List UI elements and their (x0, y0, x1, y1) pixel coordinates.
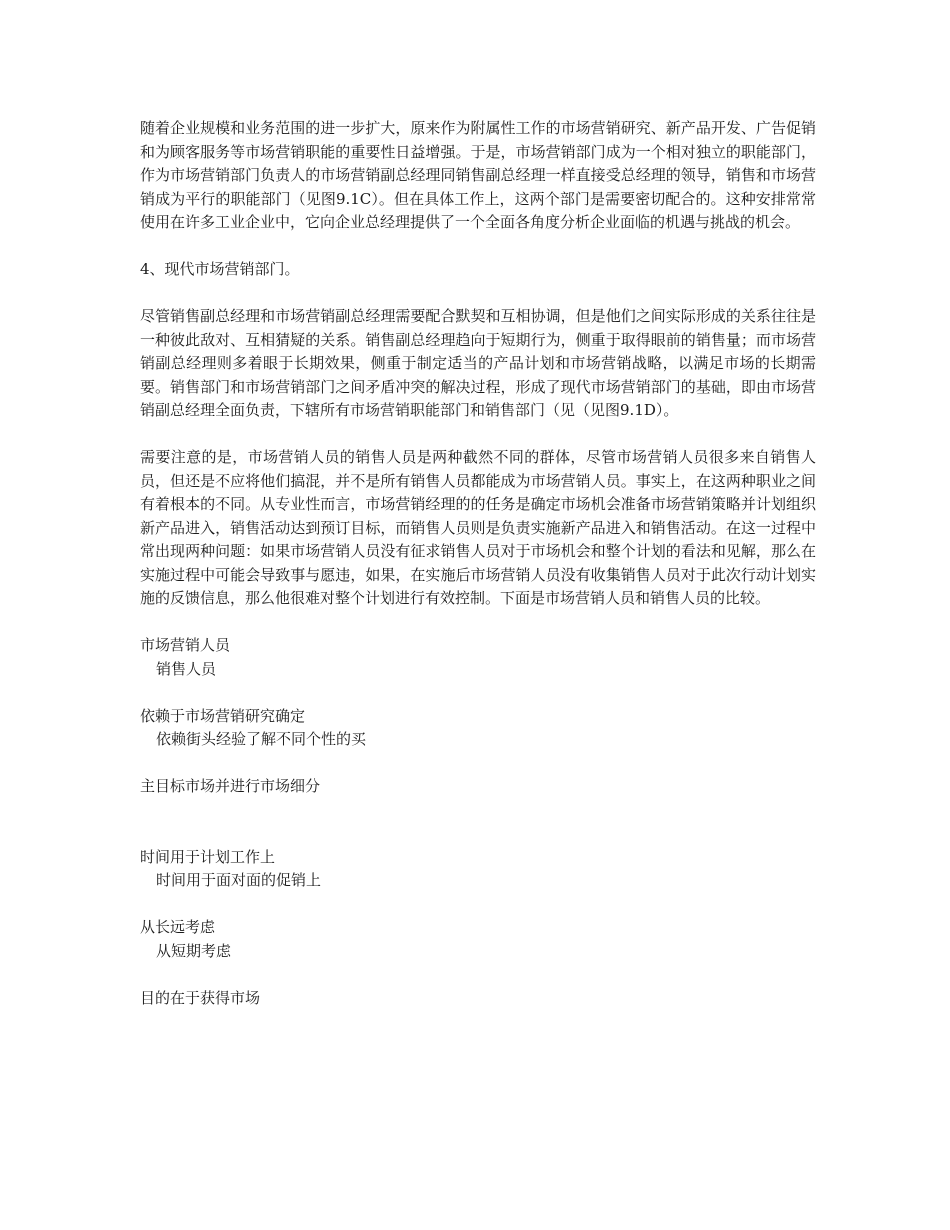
comparison-list (140, 634, 816, 1010)
section-heading-modern-marketing-department: 4、现代市场营销部门。 (140, 260, 300, 278)
spacer (140, 282, 816, 306)
comparison-row-1-sales: 销售人员 (156, 659, 217, 678)
comparison-row-1-marketing: 市场营销人员 (140, 636, 231, 654)
spacer (140, 681, 816, 705)
comparison-row-2-marketing: 依赖于市场营销研究确定 (140, 706, 306, 725)
paragraph-sales-vs-marketing-conflict: 尽管销售副总经理和市场营销副总经理需要配合默契和互相协调，但是他们之间实际形成的关系往往是一种彼此敌对、互相猜疑的关系。销售副总经理趋向于短期行为，侧重于取得眼前的销售量；而市场营销副总经理则多着眼于长期效果，侧重于制定适当的产品计划和市场营销战略，以满足市场的长期需要。销售部门和市场营销部门之间矛盾冲突的解决过程，形成了现代市场营销部门的基础，即由市场营销副总经理全面负责，下辖所有市场营销职能部门和销售部门（见（见图9.1D）。 (140, 307, 816, 419)
comparison-row-3-marketing: 主目标市场并进行市场细分 (140, 777, 321, 795)
comparison-row-2-sales: 依赖街头经验了解不同个性的买 (156, 730, 367, 748)
paragraph-marketing-vs-sales-staff: 需要注意的是，市场营销人员的销售人员是两种截然不同的群体，尽管市场营销人员很多来自销售人员，但还是不应将他们搞混，并不是所有销售人员都能成为市场营销人员。事实上，在这两种职业之间有着根本的不同。从专业性而言，市场营销经理的的任务是确定市场机会准备市场营销策略并计划组织新产品进入，销售活动达到预订目标，而销售人员则是负责实施新产品进入和销售活动。在这一过程中常出现两种问题：如果市场营销人员没有征求销售人员对于市场机会和整个计划的看法和见解，那么在实施过程中可能会导致事与愿违，如果，在实施后市场营销人员没有收集销售人员对于此次行动计划实施的反馈信息，那么他很难对整个计划进行有效控制。下面是市场营销人员和销售人员的比较。 (140, 448, 816, 607)
comparison-row-6-marketing: 目的在于获得市场 (140, 988, 261, 1007)
spacer (140, 799, 816, 846)
comparison-row-5-sales: 从短期考虑 (156, 941, 232, 960)
document-page (140, 117, 816, 1010)
spacer (140, 963, 816, 987)
comparison-row-4-sales: 时间用于面对面的促销上 (156, 871, 322, 889)
comparison-row-5-marketing: 从长远考虑 (140, 918, 216, 936)
spacer (140, 235, 816, 259)
spacer (140, 893, 816, 917)
spacer (140, 752, 816, 776)
comparison-row-4-marketing: 时间用于计划工作上 (140, 847, 276, 866)
spacer (140, 423, 816, 447)
spacer (140, 611, 816, 635)
paragraph-marketing-department-independent: 随着企业规模和业务范围的进一步扩大，原来作为附属性工作的市场营销研究、新产品开发、广告促销和为顾客服务等市场营销职能的重要性日益增强。于是，市场营销部门成为一个相对独立的职能部门，作为市场营销部门负责人的市场营销副总经理同销售副总经理一样直接受总经理的领导，销售和市场营销成为平行的职能部门（见图9.1C）。但在具体工作上，这两个部门是需要密切配合的。这种安排常常使用在许多工业企业中，它向企业总经理提供了一个全面各角度分析企业面临的机遇与挑战的机会。 (140, 119, 816, 231)
